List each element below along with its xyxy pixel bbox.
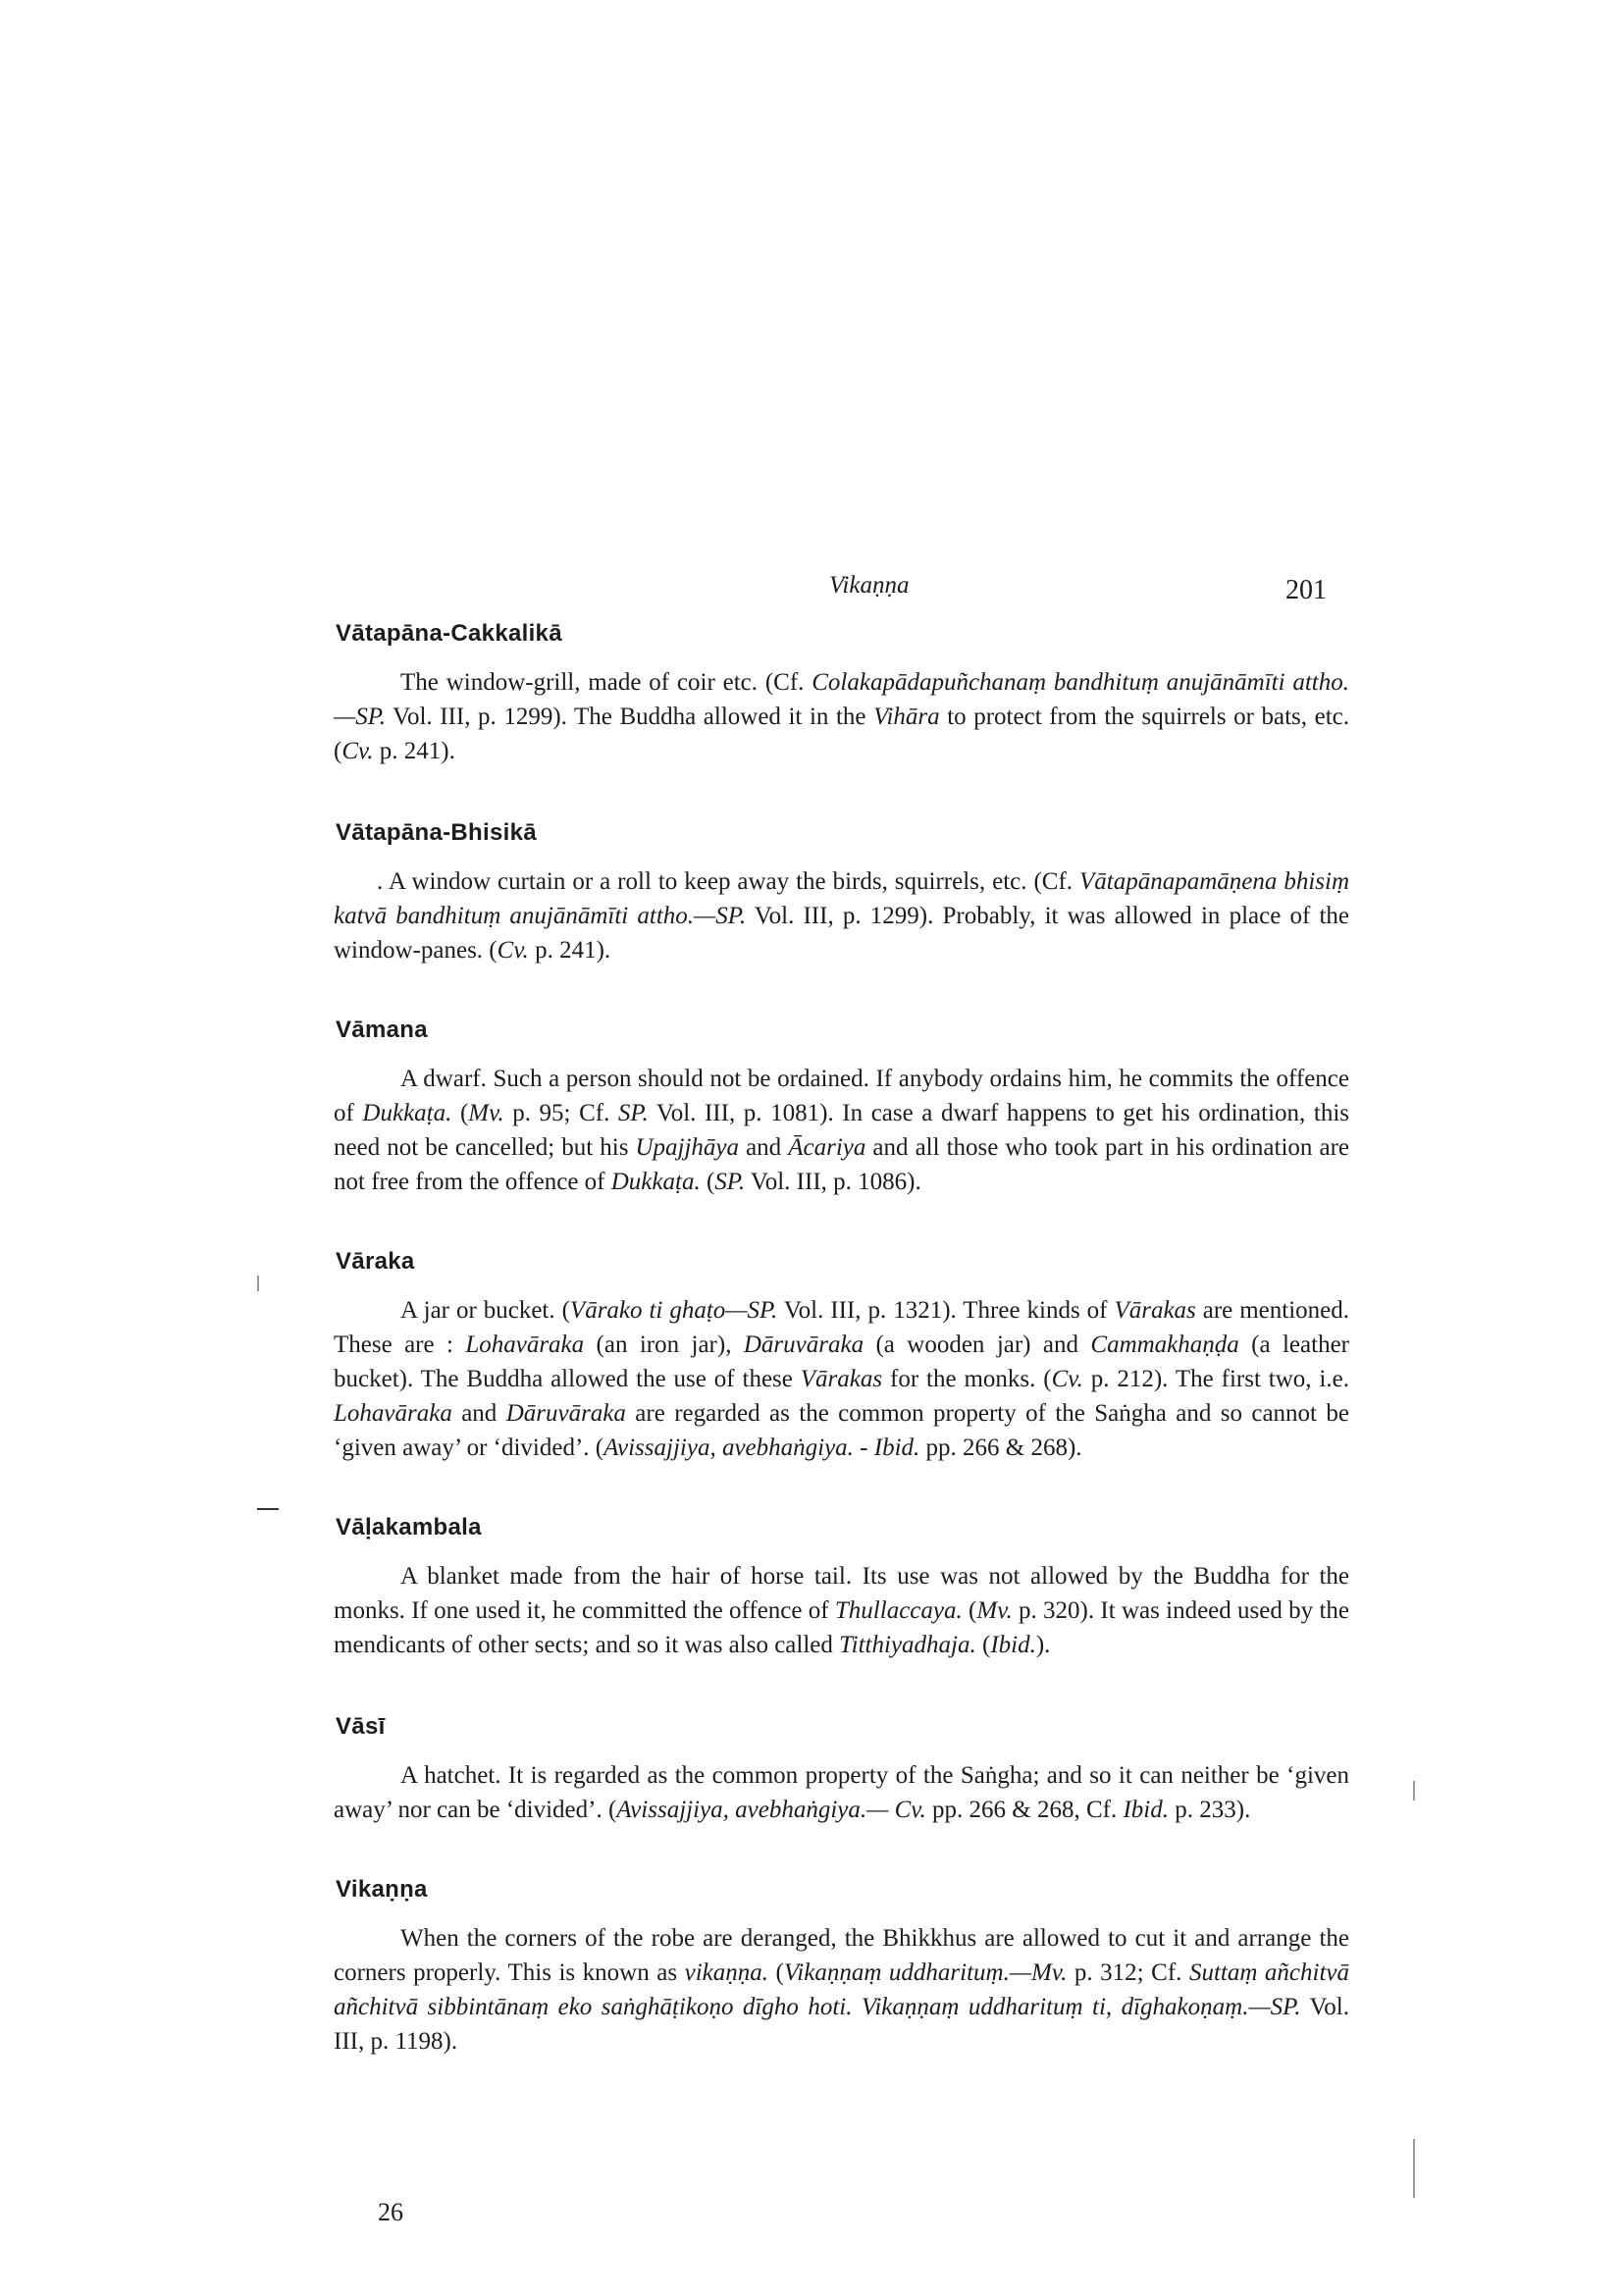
entry-vikanna bbox=[324, 1876, 1349, 2059]
entry-heading: Vāraka bbox=[336, 1248, 415, 1275]
body-text: ). bbox=[1035, 1632, 1051, 1658]
entry-body bbox=[334, 1921, 1349, 2059]
body-text: ( bbox=[962, 1597, 977, 1624]
body-text: for the monks. ( bbox=[882, 1366, 1052, 1392]
italic-term: Mv. bbox=[976, 1597, 1013, 1624]
signature-mark: 26 bbox=[378, 2198, 403, 2226]
entry-vamana bbox=[324, 1017, 1349, 1199]
body-text: (a wooden jar) and bbox=[864, 1331, 1091, 1358]
body-text: A blanket made from the hair of horse tail. Its use was not allowed by the Buddha for the monks. If one used it, he committed the offence of bbox=[334, 1563, 1349, 1624]
dictionary-entries bbox=[324, 620, 1349, 2059]
italic-term: Vihāra bbox=[873, 704, 940, 730]
body-text: pp. 266 & 268). bbox=[919, 1435, 1082, 1461]
body-text: p. 312; Cf. bbox=[1067, 1959, 1189, 1986]
italic-term: Dāruvāraka bbox=[505, 1400, 626, 1427]
italic-term: Dukkaṭa. bbox=[610, 1169, 701, 1195]
entry-heading: Vikaṇṇa bbox=[336, 1876, 428, 1903]
entry-valakambala bbox=[324, 1514, 1349, 1662]
italic-term: Lohavāraka bbox=[465, 1331, 585, 1358]
body-text: p. 241). bbox=[528, 937, 611, 964]
entry-body bbox=[334, 864, 1349, 967]
body-text: and bbox=[451, 1400, 506, 1427]
body-text: Vol. III, p. 1081). In case a dwarf happens to get his ordination, this need not be cancelled; but his bbox=[334, 1100, 1350, 1161]
italic-term: vikaṇṇa. bbox=[684, 1959, 768, 1986]
body-text: The window-grill, made of coir etc. (Cf. bbox=[400, 669, 812, 696]
body-text: Vol. III, p. 1299). The Buddha allowed it in the bbox=[386, 704, 874, 730]
italic-term: Thullaccaya. bbox=[834, 1597, 963, 1624]
entry-heading: Vāḷakambala bbox=[336, 1514, 482, 1540]
italic-term: Vārakas bbox=[1114, 1297, 1196, 1324]
italic-term: Cv. bbox=[1051, 1366, 1083, 1392]
italic-term: Lohavāraka bbox=[334, 1400, 452, 1427]
body-text: ( bbox=[975, 1632, 991, 1658]
body-text: (an iron jar), bbox=[584, 1331, 744, 1358]
body-text: . A window curtain or a roll to keep away the birds, squirrels, etc. (Cf. bbox=[377, 868, 1079, 895]
italic-term: Cammakhaṇḍa bbox=[1090, 1331, 1239, 1358]
entry-body bbox=[334, 1559, 1349, 1662]
italic-term: Dāruvāraka bbox=[743, 1331, 864, 1358]
entry-varaka bbox=[324, 1248, 1349, 1465]
body-text: p. 233). bbox=[1169, 1797, 1251, 1823]
italic-term: Ibid. bbox=[990, 1632, 1036, 1658]
italic-term: Ācariya bbox=[788, 1134, 866, 1161]
body-text: p. 212). The first two, i.e. bbox=[1082, 1366, 1349, 1392]
italic-term: SP. bbox=[617, 1100, 649, 1126]
margin-tick bbox=[1413, 1781, 1415, 1800]
italic-term: Vārako ti ghaṭo—SP. bbox=[569, 1297, 778, 1324]
body-text: ( bbox=[768, 1959, 784, 1986]
body-text: pp. 266 & 268, Cf. bbox=[925, 1797, 1124, 1823]
italic-term: Dukkaṭa. bbox=[362, 1100, 452, 1126]
italic-term: Suttaṃ añchitvā añchitvā sibbintānaṃ eko saṅghāṭikoṇo dīgho hoti. Vikaṇṇaṃ uddharituṃ ti, dīghakoṇaṃ.—SP. bbox=[334, 1959, 1349, 2020]
entry-heading: Vātapāna-Bhisikā bbox=[336, 819, 537, 846]
body-text: Vol. III, p. 1198). bbox=[334, 1994, 1349, 2055]
body-text: ( bbox=[451, 1100, 469, 1126]
italic-term: Titthiyadhaja. bbox=[839, 1632, 976, 1658]
italic-term: SP. bbox=[714, 1169, 746, 1195]
body-text: are mentioned. These are : bbox=[334, 1297, 1349, 1358]
body-text: A jar or bucket. ( bbox=[400, 1297, 570, 1324]
running-head: Vikaṇṇa bbox=[829, 572, 910, 599]
margin-dash bbox=[257, 1508, 279, 1510]
body-text: (a leather bucket). The Buddha allowed the use of these bbox=[334, 1331, 1349, 1392]
body-text: p. 241). bbox=[373, 738, 455, 764]
italic-term: Ibid. bbox=[1123, 1797, 1169, 1823]
body-text: Vol. III, p. 1086). bbox=[745, 1169, 921, 1195]
body-text: and bbox=[739, 1134, 789, 1161]
italic-term: Cv. bbox=[497, 937, 529, 964]
margin-tick bbox=[1413, 2139, 1415, 2198]
body-text: A hatchet. It is regarded as the common property of the Saṅgha; and so it can neither be ‘given away’ nor can be ‘divided’. ( bbox=[334, 1762, 1349, 1823]
body-text: Vol. III, p. 1321). Three kinds of bbox=[777, 1297, 1115, 1324]
margin-tick bbox=[257, 1276, 259, 1291]
body-text: ( bbox=[700, 1169, 715, 1195]
italic-term: Colakapādapuñchanaṃ bandhituṃ anujānāmīti attho.—SP. bbox=[334, 669, 1350, 730]
entry-vasi bbox=[324, 1713, 1349, 1827]
entry-vatapana-bhisika bbox=[324, 819, 1349, 967]
italic-term: Vikaṇṇaṃ uddharituṃ.—Mv. bbox=[783, 1959, 1068, 1986]
entry-body bbox=[334, 665, 1349, 768]
italic-term: Avissajjiya, avebhaṅgiya. - Ibid. bbox=[603, 1435, 920, 1461]
entry-heading: Vāmana bbox=[336, 1017, 428, 1043]
entry-heading: Vātapāna-Cakkalikā bbox=[336, 620, 562, 647]
italic-term: Upajjhāya bbox=[635, 1134, 740, 1161]
italic-term: Mv. bbox=[468, 1100, 504, 1126]
page-number: 201 bbox=[1285, 575, 1327, 605]
italic-term: Cv. bbox=[341, 738, 374, 764]
italic-term: Vātapānapamāṇena bhisiṃ katvā bandhituṃ anujānāmīti attho.—SP. bbox=[334, 868, 1349, 929]
entry-body bbox=[334, 1062, 1349, 1199]
entry-body bbox=[334, 1758, 1349, 1827]
body-text: When the corners of the robe are deranged, the Bhikkhus are allowed to cut it and arrange the corners properly. This is known as bbox=[334, 1925, 1349, 1986]
italic-term: Avissajjiya, avebhaṅgiya.— Cv. bbox=[616, 1797, 926, 1823]
body-text: and all those who took part in his ordination are not free from the offence of bbox=[334, 1134, 1349, 1195]
body-text: A dwarf. Such a person should not be ordained. If anybody ordains him, he commits the offence of bbox=[334, 1066, 1349, 1126]
body-text: to protect from the squirrels or bats, etc. ( bbox=[334, 704, 1349, 764]
entry-vatapana-cakkalika bbox=[324, 620, 1349, 768]
entry-heading: Vāsī bbox=[336, 1713, 386, 1740]
entry-body bbox=[334, 1293, 1349, 1465]
body-text: p. 320). It was indeed used by the mendicants of other sects; and so it was also called bbox=[334, 1597, 1350, 1658]
body-text: p. 95; Cf. bbox=[503, 1100, 618, 1126]
italic-term: Vārakas bbox=[800, 1366, 883, 1392]
body-text: Vol. III, p. 1299). Probably, it was allowed in place of the window-panes. ( bbox=[334, 903, 1349, 964]
body-text: are regarded as the common property of the Saṅgha and so cannot be ‘given away’ or ‘divided’. ( bbox=[334, 1400, 1349, 1461]
